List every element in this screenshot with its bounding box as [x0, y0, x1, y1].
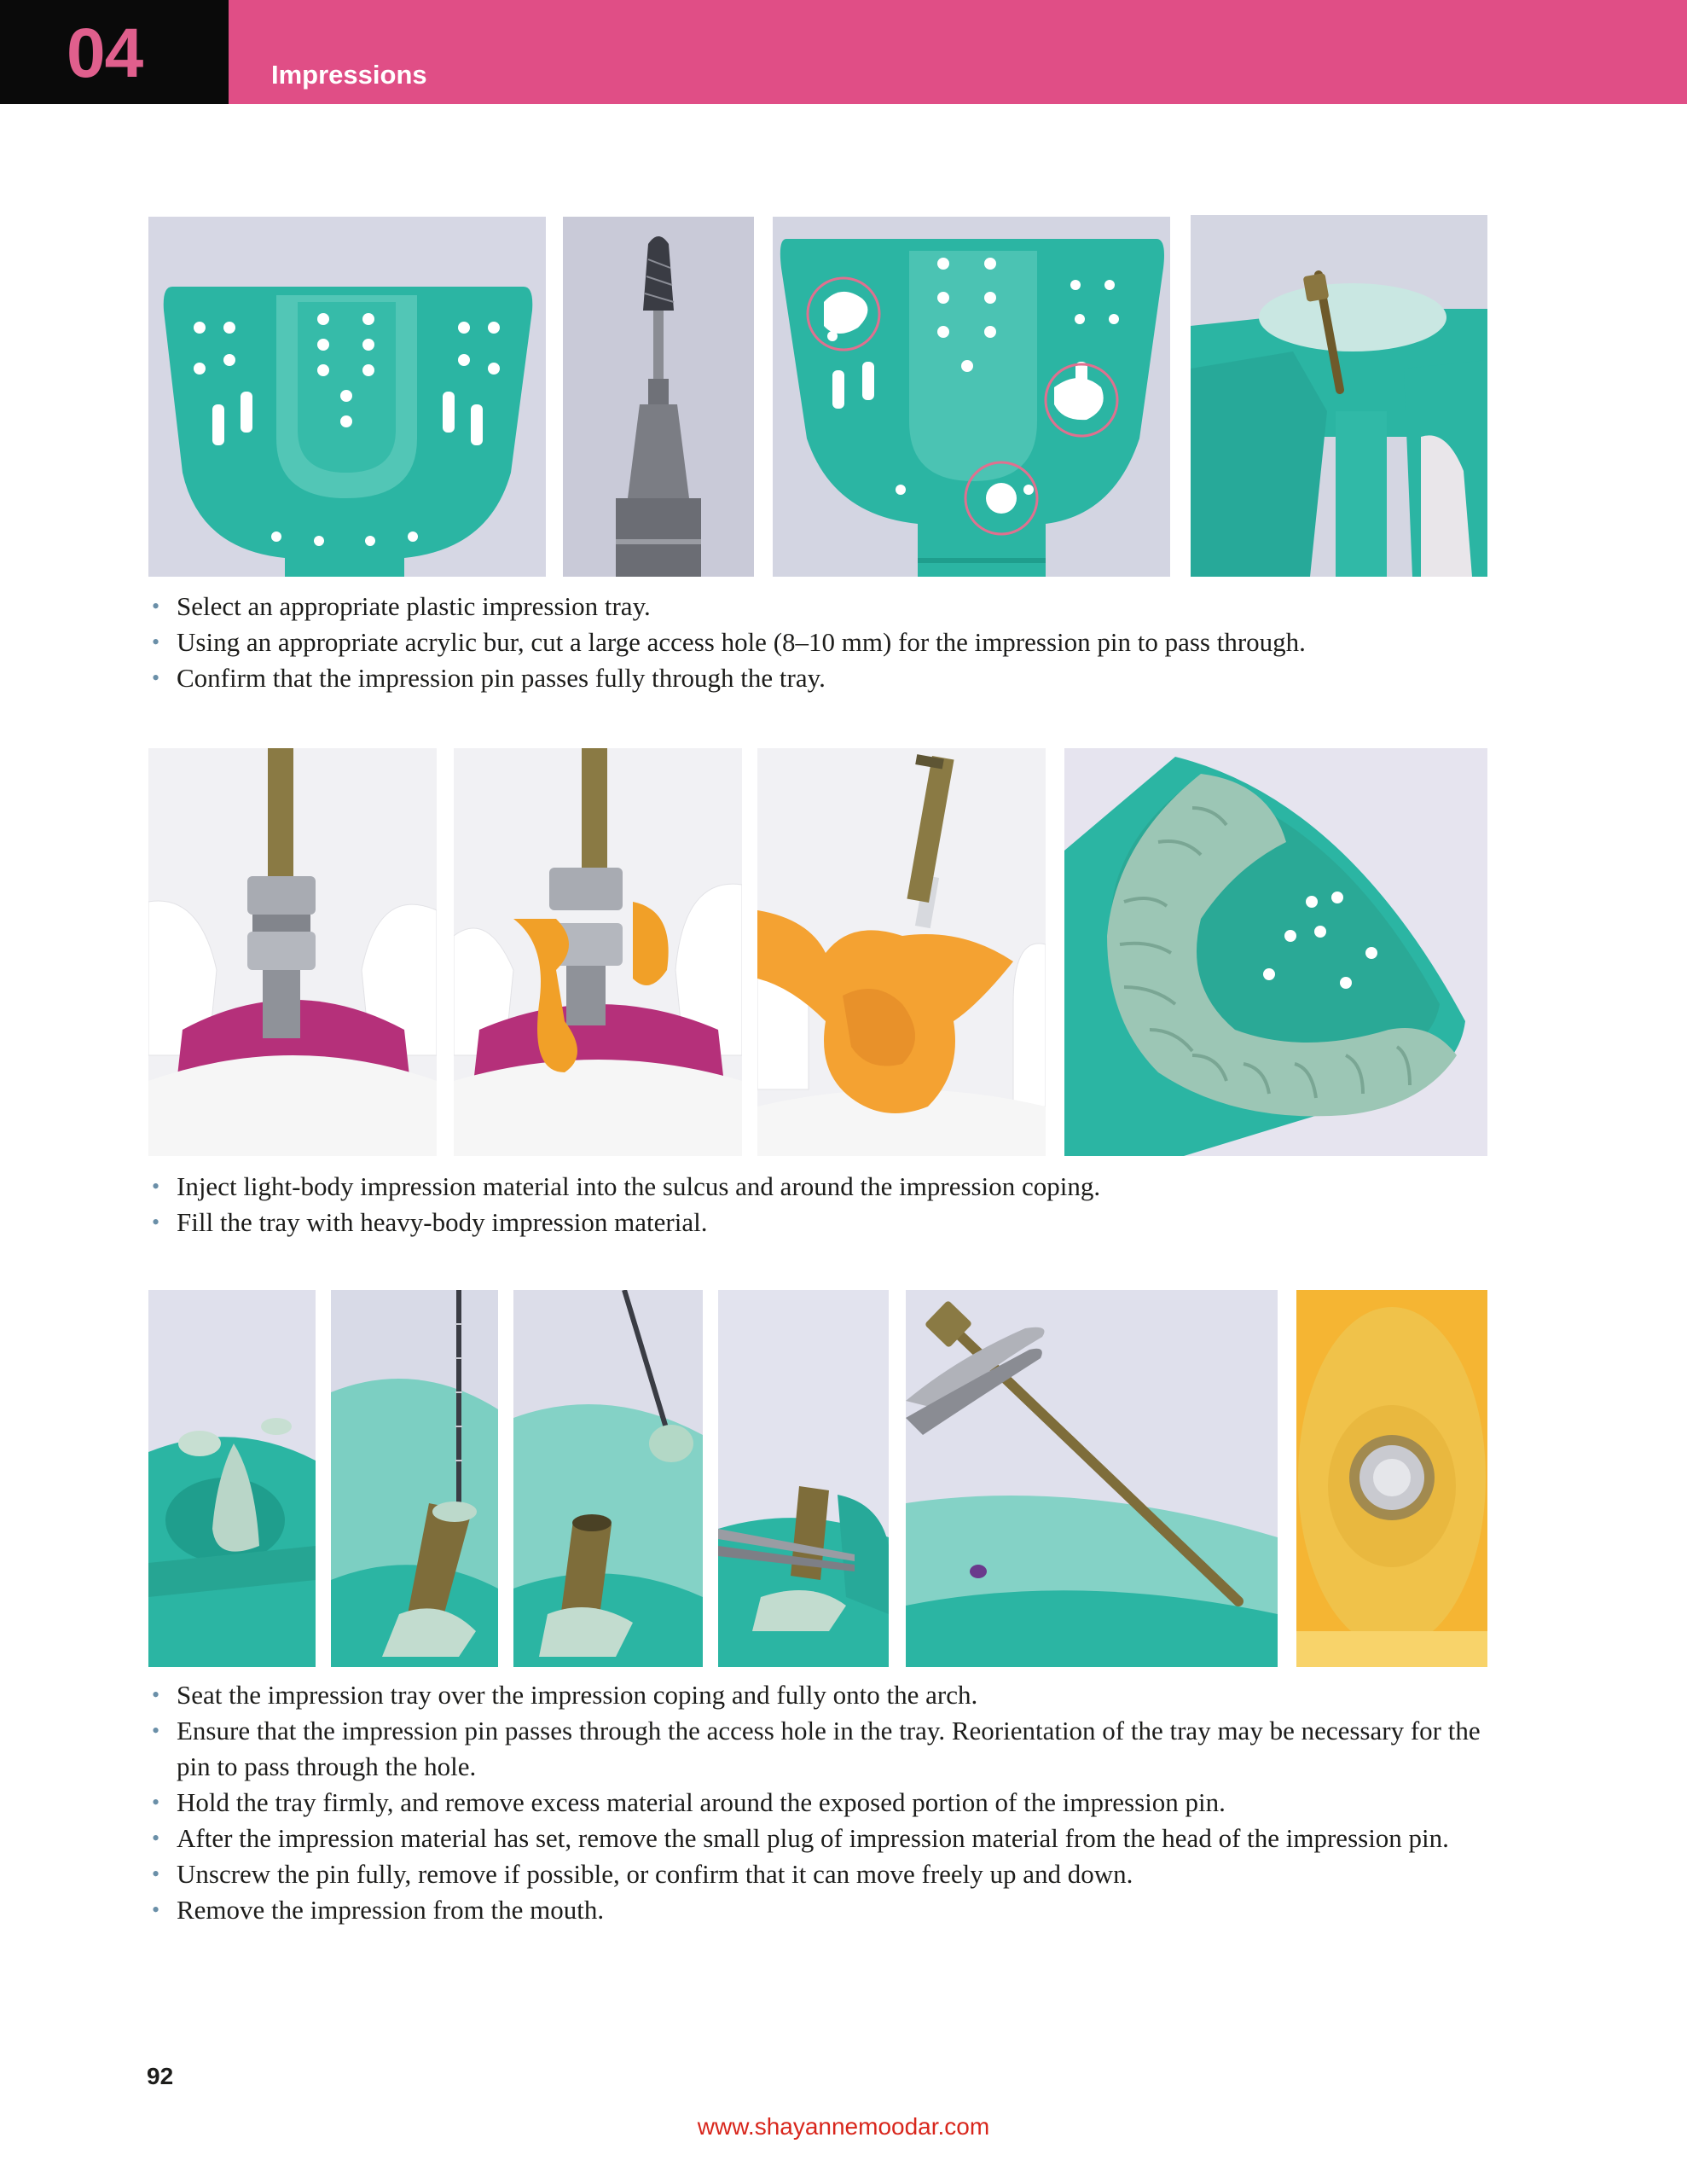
- list-item: • Inject light-body impression material into the sulcus and around the impression coping.: [147, 1169, 1503, 1205]
- page-number: 92: [147, 2063, 174, 2089]
- list-item: • Seat the impression tray over the impression coping and fully onto the arch.: [147, 1677, 1503, 1713]
- chapter-title: Impressions: [271, 60, 427, 90]
- chapter-number-box: [0, 0, 229, 104]
- chapter-number: 04: [67, 15, 143, 92]
- tray-access-holes-photo: [773, 217, 1170, 577]
- coping-in-impression-photo: [1296, 1290, 1487, 1667]
- tweezers-pin-photo: [718, 1290, 889, 1667]
- section3-instructions: [147, 1677, 1503, 1928]
- coping-covered-photo: [757, 748, 1046, 1156]
- chapter-header: [0, 0, 1687, 104]
- list-item: • Using an appropriate acrylic bur, cut a large access hole (8–10 mm) for the impression pin to pass through.: [147, 624, 1503, 660]
- footer-url-link[interactable]: www.shayannemoodar.com: [697, 2113, 990, 2140]
- coping-on-model-photo: [148, 748, 437, 1156]
- removed-pin-photo: [906, 1290, 1278, 1667]
- section2-instructions: [147, 1169, 1503, 1240]
- list-item: • After the impression material has set, remove the small plug of impression material from the head of the impression pin.: [147, 1821, 1503, 1856]
- tray-heavy-body-photo: [1064, 748, 1487, 1156]
- light-body-injection-photo: [454, 748, 742, 1156]
- probe-excess-photo: [331, 1290, 498, 1667]
- list-item: • Remove the impression from the mouth.: [147, 1892, 1503, 1928]
- tray-photo: [148, 217, 546, 577]
- acrylic-bur-photo: [563, 217, 754, 577]
- pin-through-tray-photo: [1191, 215, 1487, 577]
- list-item: • Unscrew the pin fully, remove if possible, or confirm that it can move freely up and down.: [147, 1856, 1503, 1892]
- seated-tray-photo: [148, 1290, 316, 1667]
- section1-instructions: [147, 589, 1503, 696]
- list-item: • Confirm that the impression pin passes fully through the tray.: [147, 660, 1503, 696]
- probe-plug-photo: [513, 1290, 703, 1667]
- list-item: • Ensure that the impression pin passes through the access hole in the tray. Reorientation of the tray may be necessary for the pin to pass through the hole.: [147, 1713, 1503, 1785]
- list-item: • Select an appropriate plastic impression tray.: [147, 589, 1503, 624]
- list-item: • Fill the tray with heavy-body impression material.: [147, 1205, 1503, 1240]
- list-item: • Hold the tray firmly, and remove excess material around the exposed portion of the impression pin.: [147, 1785, 1503, 1821]
